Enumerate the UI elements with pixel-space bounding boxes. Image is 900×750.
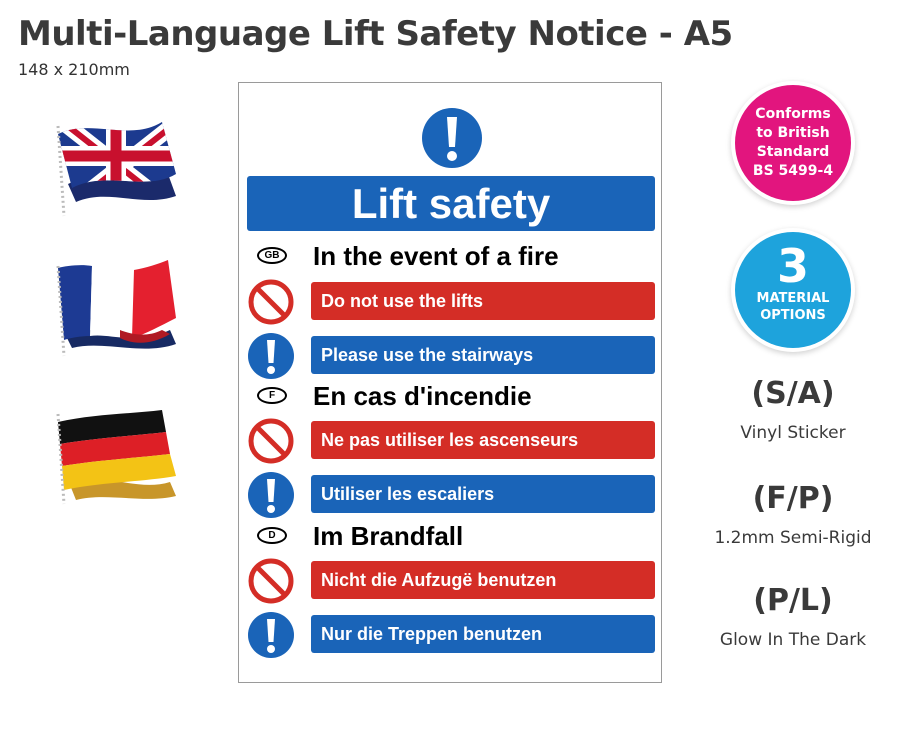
sign-title: Lift safety — [247, 176, 655, 231]
language-badge: F — [257, 387, 287, 404]
exclamation-icon — [247, 611, 295, 659]
option-label-pl: Glow In The Dark — [719, 630, 867, 650]
option-label-sa: Vinyl Sticker — [740, 423, 846, 443]
badge-line: BS 5499-4 — [752, 163, 834, 179]
material-count: 3 — [776, 239, 809, 293]
france-flag-icon — [50, 252, 190, 362]
prohibition-message: Ne pas utiliser les ascenseurs — [311, 421, 655, 459]
exclamation-icon — [421, 107, 483, 169]
exclamation-icon — [247, 471, 295, 519]
language-heading-row — [255, 239, 651, 273]
exclamation-icon — [247, 332, 295, 380]
option-label-fp: 1.2mm Semi-Rigid — [714, 528, 872, 548]
germany-flag-icon — [50, 400, 190, 510]
prohibition-message: Nicht die Aufzugë benutzen — [311, 561, 655, 599]
language-badge: D — [257, 527, 287, 544]
mandatory-row — [247, 471, 655, 517]
mandatory-row — [247, 611, 655, 657]
badge-line: OPTIONS — [760, 308, 826, 323]
option-code-pl: (P/L) — [753, 583, 833, 618]
mandatory-message: Utiliser les escaliers — [311, 475, 655, 513]
prohibition-row — [247, 557, 655, 603]
language-badge: GB — [257, 247, 287, 264]
badge-line: MATERIAL — [756, 291, 830, 306]
language-heading: Im Brandfall — [313, 521, 464, 551]
british-standard-badge — [735, 85, 851, 201]
prohibition-icon — [247, 278, 295, 326]
uk-flag-icon — [50, 112, 190, 222]
badge-line: to British — [756, 125, 830, 141]
prohibition-row — [247, 278, 655, 324]
option-code-fp: (F/P) — [752, 481, 834, 516]
prohibition-row — [247, 417, 655, 463]
safety-sign — [238, 82, 662, 683]
prohibition-icon — [247, 417, 295, 465]
language-heading-row — [255, 519, 651, 553]
language-heading: En cas d'incendie — [313, 381, 532, 411]
prohibition-icon — [247, 557, 295, 605]
language-heading-row — [255, 379, 651, 413]
page-title: Multi-Language Lift Safety Notice - A5 — [18, 14, 733, 54]
mandatory-row — [247, 332, 655, 378]
mandatory-message: Please use the stairways — [311, 336, 655, 374]
option-code-sa: (S/A) — [751, 376, 835, 411]
mandatory-message: Nur die Treppen benutzen — [311, 615, 655, 653]
badge-line: Conforms — [755, 106, 831, 122]
badge-line: Standard — [756, 144, 830, 160]
material-options-badge — [735, 232, 851, 348]
page-subtitle: 148 x 210mm — [18, 60, 130, 79]
prohibition-message: Do not use the lifts — [311, 282, 655, 320]
language-heading: In the event of a fire — [313, 241, 559, 271]
